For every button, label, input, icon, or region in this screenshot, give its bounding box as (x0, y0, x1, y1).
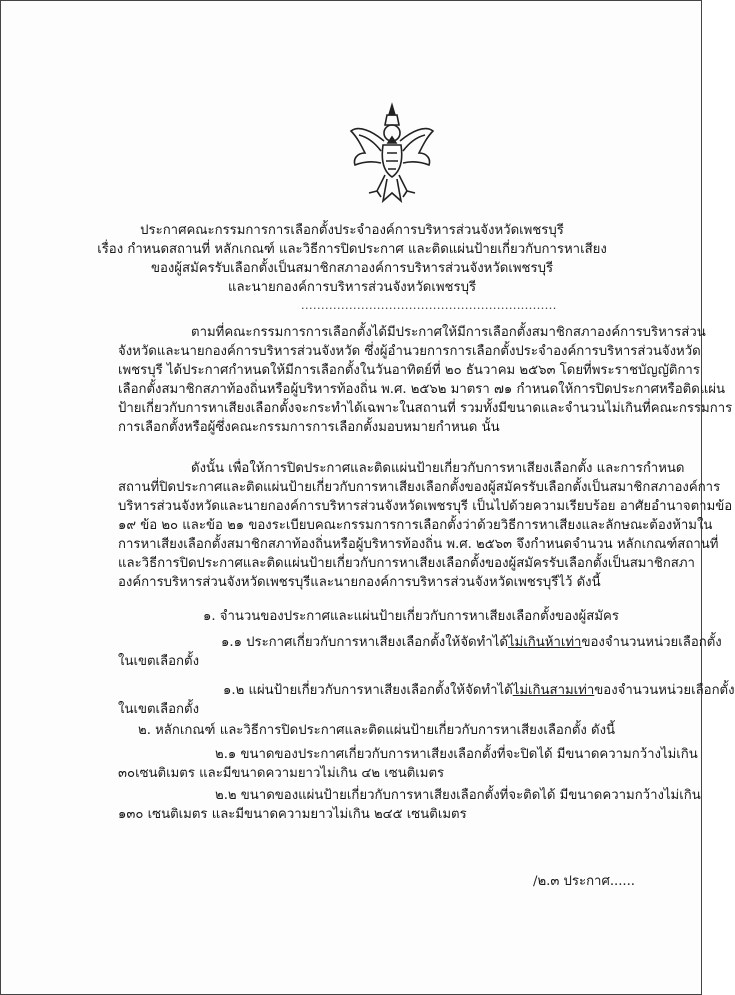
para2-line-1: ดังนั้น เพื่อให้การปิดประกาศและติดแผ่นป้ายเกี่ยวกับการหาเสียงเลือกตั้ง และการกำหนด (191, 461, 685, 476)
item-1-1-pre: ๑.๑ ประกาศเกี่ยวกับการหาเสียงเลือกตั้งให้จัดทำได้ (221, 635, 508, 650)
para2-line-6: และวิธีการปิดประกาศและติดแผ่นป้ายเกี่ยวกับการหาเสียงเลือกตั้งของผู้สมัครรับเลือกตั้งเป็นสมาชิกสภา (118, 556, 695, 571)
item-1-2-post: ของจำนวนหน่วยเลือกตั้ง (594, 683, 735, 698)
item-1-2-continuation: ในเขตเลือกตั้ง (118, 702, 200, 717)
header-line-3: ของผู้สมัครรับเลือกตั้งเป็นสมาชิกสภาองค์การบริหารส่วนจังหวัดเพชรบุรี (150, 261, 554, 276)
item-1-2-underlined: ไม่เกินสามเท่า (512, 683, 595, 698)
garuda-emblem-icon (347, 101, 437, 209)
item-1-2-pre: ๑.๒ แผ่นป้ายเกี่ยวกับการหาเสียงเลือกตั้งให้จัดทำได้ (223, 683, 513, 698)
item-2-1-continuation: ๓๐เซนติเมตร และมีขนาดความยาวไม่เกิน ๔๒ เซนติเมตร (118, 766, 445, 781)
section-1-title: ๑. จำนวนของประกาศและแผ่นป้ายเกี่ยวกับการหาเสียงเลือกตั้งของผู้สมัคร (203, 609, 619, 624)
header-line-2: เรื่อง กำหนดสถานที่ หลักเกณฑ์ และวิธีการปิดประกาศ และติดแผ่นป้ายเกี่ยวกับการหาเสียง (97, 242, 607, 257)
item-1-2 (223, 683, 735, 699)
item-1-1-continuation: ในเขตเลือกตั้ง (118, 654, 200, 669)
item-2-2: ๒.๒ ขนาดของแผ่นป้ายเกี่ยวกับการหาเสียงเลือกตั้งที่จะติดได้ มีขนาดความกว้างไม่เกิน (215, 788, 701, 803)
para2-line-4: ๑๙ ข้อ ๒๐ และข้อ ๒๑ ของระเบียบคณะกรรมการการเลือกตั้งว่าด้วยวิธีการหาเสียงและลักษณะต้องห้ามใน (118, 518, 713, 533)
para2-line-5: การหาเสียงเลือกตั้งสมาชิกสภาท้องถิ่นหรือผู้บริหารท้องถิ่น พ.ศ. ๒๕๖๓ จึงกำหนดจำนวน หลักเกณฑ์สถานที่ (118, 537, 719, 552)
item-1-1-post: ของจำนวนหน่วยเลือกตั้ง (581, 635, 722, 650)
header-separator: ................................................................ (301, 299, 557, 312)
para1-line-5: ป้ายเกี่ยวกับการหาเสียงเลือกตั้งจะกระทำได้เฉพาะในสถานที่ รวมทั้งมีขนาดและจำนวนไม่เกินที่คณะกรรมการ (118, 401, 733, 416)
para2-line-7: องค์การบริหารส่วนจังหวัดเพชรบุรีและนายกองค์การบริหารส่วนจังหวัดเพชรบุรีไว้ ดังนี้ (118, 575, 601, 590)
page-continuation: /๒.๓ ประกาศ...... (533, 874, 635, 889)
para1-line-6: การเลือกตั้งหรือผู้ซึ่งคณะกรรมการการเลือกตั้งมอบหมายกำหนด นั้น (118, 420, 500, 435)
item-2-1: ๒.๑ ขนาดของประกาศเกี่ยวกับการหาเสียงเลือกตั้งที่จะปิดได้ มีขนาดความกว้างไม่เกิน (215, 747, 698, 762)
para1-line-2: จังหวัดและนายกองค์การบริหารส่วนจังหวัด ซึ่งผู้อำนวยการการเลือกตั้งประจำองค์การบริหารส่วนจังหวัด (118, 344, 701, 359)
para2-line-2: สถานที่ปิดประกาศและติดแผ่นป้ายเกี่ยวกับการหาเสียงเลือกตั้งของผู้สมัครรับเลือกตั้งเป็นสมาชิกสภาองค์การ (118, 480, 721, 495)
header-line-4: และนายกองค์การบริหารส่วนจังหวัดเพชรบุรี (227, 280, 477, 295)
item-1-1-underlined: ไม่เกินห้าเท่า (507, 635, 582, 650)
item-1-1 (221, 635, 722, 651)
para1-line-1: ตามที่คณะกรรมการการเลือกตั้งได้มีประกาศให้มีการเลือกตั้งสมาชิกสภาองค์การบริหารส่วน (191, 325, 706, 340)
header-line-1: ประกาศคณะกรรมการการเลือกตั้งประจำองค์การบริหารส่วนจังหวัดเพชรบุรี (140, 223, 564, 238)
para2-line-3: บริหารส่วนจังหวัดและนายกองค์การบริหารส่วนจังหวัดเพชรบุรี เป็นไปด้วยความเรียบร้อย อาศัยอำนาจตามข้อ (118, 499, 733, 514)
item-2-2-continuation: ๑๓๐ เซนติเมตร และมีขนาดความยาวไม่เกิน ๒๔๕ เซนติเมตร (118, 807, 467, 822)
para1-line-4: เลือกตั้งสมาชิกสภาท้องถิ่นหรือผู้บริหารท้องถิ่น พ.ศ. ๒๕๖๒ มาตรา ๗๑ กำหนดให้การปิดประกาศหรือติดแผ่น (118, 382, 726, 397)
section-2-title: ๒. หลักเกณฑ์ และวิธีการปิดประกาศและติดแผ่นป้ายเกี่ยวกับการหาเสียงเลือกตั้ง ดังนี้ (138, 723, 616, 738)
para1-line-3: เพชรบุรี ได้ประกาศกำหนดให้มีการเลือกตั้งในวันอาทิตย์ที่ ๒๐ ธันวาคม ๒๕๖๓ โดยที่พระราชบัญญัติการ (118, 363, 700, 378)
